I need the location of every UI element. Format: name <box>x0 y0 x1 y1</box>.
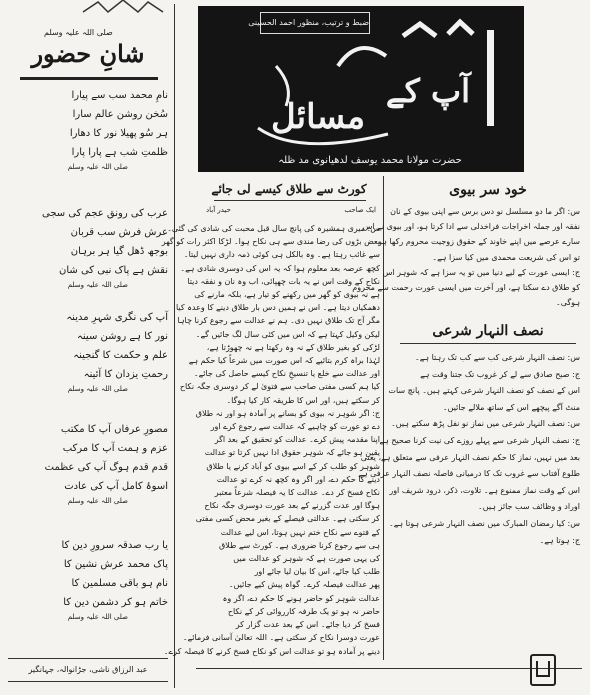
header-title-line1: آپ کے <box>385 72 471 110</box>
article-line: یقین ہو جائے کہ شوہر حقوق ادا نہیں کرتا تو عدالت <box>204 448 380 458</box>
poem-line: بوجھ ڈھل گیا ہر برہان <box>70 246 168 257</box>
article-line: بعد میں نہیں، نماز کا حکم نصف النہار عرفی سے متعلق ہے، یعنی <box>360 452 580 462</box>
ornament-icon <box>78 0 168 14</box>
heading-underline <box>400 343 576 344</box>
publication-logo-icon <box>530 654 556 686</box>
article-body <box>161 222 380 658</box>
article-line: طلوع آفتاب سے غروب تک کا درمیانی فاصلہ نصف النہار عرفی ہے <box>358 469 580 479</box>
poem-line: آپ کی نگری شہرِ مدینہ <box>66 312 168 323</box>
article-line: ج: اگر شوہر نہ بیوی کو بسانے پر آمادہ ہو اور نہ طلاق <box>195 408 380 418</box>
header-byline: ضبط و ترتیب، منظور احمد الحسینی <box>260 12 370 34</box>
article-line: ج: ہوتا ہے۔ <box>539 535 580 545</box>
article-line: لہٰذا براہ کرم بتائیے کہ اس صورت میں شرعاً کیا حکم ہے <box>188 356 380 366</box>
article-line: فسخ کر دیا جائے۔ اس کے بعد عدت گزار کر <box>235 620 380 630</box>
article-line: طلب کیا جائے، اس کا بیان لیا جائے اور <box>254 567 380 577</box>
article-line: ج: نصف النہار شرعی سے پہلے روزے کی نیت کرنا صحیح ہے <box>379 435 580 445</box>
poem-stanza <box>10 86 168 172</box>
article-line: لیکن وکیل کہتا ہے کہ اس میں کئی سال لگ جائیں گے۔ <box>195 329 380 339</box>
poem-title: شانِ حضور <box>31 39 145 68</box>
page-bottom-rule <box>196 668 582 669</box>
article-line: کر سکتے ہیں، اور اس کا طریقہ کار کیا ہوگا۔ <box>226 395 380 405</box>
poem-line: نور کا ہے روشن سینہ <box>77 331 168 342</box>
article-line: ج: ایسی عورت کے لیے دنیا میں تو یہ سزا ہے کہ شوہر اس <box>382 267 580 277</box>
article-line: سے غائب رہتا ہے۔ وہ بالکل ہی کوئی ذمہ داری نہیں لیتا۔ <box>183 250 380 260</box>
article-line: شوہر کو طلب کر کے اسے بیوی کو آباد کرنے یا طلاق <box>206 461 380 471</box>
article-line: تو اس کی شریعت محمدی میں کیا سزا ہے۔ <box>432 252 580 262</box>
poem-line: اسوۂ کامل آپ کی عادت <box>64 481 168 492</box>
article-line: نکاح کے وقت اس نے یہ بات چھپائی، اب وہ نان و نفقہ دیتا <box>187 276 380 286</box>
column-header-banner <box>198 6 524 172</box>
article-line: س: اگر ما دو مسلسل نو دس برس سے اپنی بیوی کے نان <box>390 207 580 216</box>
article-heading: نصف النہار شرعی <box>432 323 544 339</box>
article-line: کے فتوے سے نکاح ختم نہیں ہوتا، اس لیے عدالت <box>220 527 380 537</box>
article-line: دینے کا حکم دے، اور اگر وہ کچھ نہ کرے تو عدالت <box>216 474 380 484</box>
poem-line: رحمتِ یزدان کا آئینہ <box>83 369 168 380</box>
article-line: عورت دوسرا نکاح کر سکتی ہے۔ اللہ تعالیٰ آسانی فرمائے۔ <box>182 633 380 643</box>
article-line: کچھ عرصہ بعد معلوم ہوا کہ یہ اس کی دوسری شادی ہے۔ <box>180 263 380 273</box>
poem-line: قدم قدم ہوگ آپ کی عظمت <box>44 462 168 473</box>
article-line: س: نصف النہار شرعی کب سے کب تک رہتا ہے۔ <box>415 353 580 362</box>
article-line: نفقہ اور جملہ اخراجات فراخدلی سے ادا کرتا ہو، اور بیوی نے اس <box>362 222 580 232</box>
poem-line: نقش ہے پاک نبی کی شان <box>59 265 168 276</box>
poem-salutation: صلی اللہ علیہ وسلم <box>67 385 128 393</box>
article-line: لڑکی کو بغیر طلاق کے نہ وہ رکھتا ہے نہ چھوڑتا ہے، <box>206 342 380 352</box>
poem-line: نام ہو باقی مسلمین کا <box>71 578 168 589</box>
poem-line: عزم و ہمت آپ کا مرکب <box>62 443 168 454</box>
article-line: دے تو عورت کو چاہیے کہ عدالت سے رجوع کرے اور <box>210 422 380 432</box>
article-line: اور عدالت سے خلع یا تنسیخِ نکاح کیسے حاصل کی جائے۔ <box>193 369 380 379</box>
article-line: س: کیا رمضان المبارک میں نصف النہار شرعی ہوتا ہے۔ <box>389 518 580 528</box>
poem-stanza <box>10 308 168 394</box>
article-line: مگر آج تک طلاق نہیں دی۔ ہم نے عدالت سے رجوع کرنا چاہا <box>177 316 380 326</box>
article-line: اپنا مقدمہ پیش کرے۔ عدالت کو تحقیق کے بعد اگر <box>214 435 380 445</box>
poem-line: پاک محمد عرش نشین کا <box>63 559 168 570</box>
poem-line: عرب کی رونق عجم کی سجی <box>41 208 168 219</box>
article-heading: کورٹ سے طلاق کیسے لی جائے <box>211 182 367 196</box>
article-line: ہوگی۔ <box>556 298 580 308</box>
poem-salutation: صلی اللہ علیہ وسلم <box>67 613 128 621</box>
article-line: ج: صبح صادق سے لے کر غروب تک جتنا وقت ہے <box>420 369 580 379</box>
article-line: کو طلاق دے سکتا ہے، اور آخرت میں ایسی عورت رحمت سے محروم <box>352 283 580 293</box>
article-line: اوراد و وظائف سب جائز ہیں۔ <box>478 502 580 512</box>
article-body <box>358 350 580 549</box>
poem-title-underline <box>20 77 158 80</box>
poem-line: عرش فرش سب قربان <box>70 227 168 238</box>
poem-line: یا رب صدقہ سرورِ دین کا <box>61 540 168 551</box>
poem-salutation: صلی اللہ علیہ وسلم <box>67 163 128 171</box>
poem-line: نامِ محمد سب سے پیارا <box>71 90 168 101</box>
poem-column <box>6 4 175 688</box>
article-line: اس کے وقت نماز ممنوع ہے۔ تلاوت، ذکر، درود شریف اور <box>389 485 580 495</box>
poem-title-honorific: صلی اللہ علیہ وسلم <box>44 28 113 37</box>
header-author: حضرت مولانا محمد یوسف لدھیانوی مد ظلہ <box>278 155 462 166</box>
article-line: س: میری ہمشیرہ کی پانچ سال قبل محبت کی شادی کی گئی۔ <box>167 224 380 233</box>
poem-line: علم و حکمت کا گنجینہ <box>73 350 168 361</box>
article-line: ہے نہ بیوی کو گھر میں رکھنے کو تیار ہے، بلکہ مارنے کی <box>194 290 380 300</box>
poem-author-footer: عبد الرزاق ناشی، جڑانوالہ، جہانگیر <box>8 658 168 682</box>
poem-line: مصورِ عرفاں آپ کا مکتب <box>60 424 168 435</box>
poem-salutation: صلی اللہ علیہ وسلم <box>67 281 128 289</box>
poem-stanza <box>10 204 168 290</box>
article-line: کیا ہم کسی مفتی صاحب سے فتویٰ لے کر دوسری جگہ نکاح <box>179 382 380 392</box>
article-line: سارے عرصے میں اپنے خاوند کے حقوق زوجیت محروم رکھا ہو <box>378 237 580 247</box>
letter-sender: ایک صاحب <box>344 206 376 214</box>
poem-salutation: صلی اللہ علیہ وسلم <box>67 497 128 505</box>
header-title-line2: مسائل <box>270 97 366 137</box>
article-line: اس کے نصف کو نصف النہار شرعی کہتے ہیں۔ پانچ سات <box>388 386 580 396</box>
article-line: نکاح فسخ کر دے۔ عدالت کا یہ فیصلہ شرعاً معتبر <box>214 488 380 498</box>
article-line: ہوگا اور عدت گزرنے کے بعد عورت دوسری جگہ نکاح <box>204 501 380 511</box>
article-line: بعض بڑوں کی رضا مندی سے ہی نکاح ہوا۔ لڑکا اکثر رات کو گھر <box>161 237 380 247</box>
article-line: منٹ آگے پیچھے اس کے ساتھ ملالے جائیں۔ <box>442 402 580 412</box>
poem-stanza <box>10 536 168 622</box>
poem-line: خاتم ہو کر دشمن دین کا <box>63 597 168 608</box>
article-line: پھر عدالت فیصلہ کرے۔ گواہ پیش کیے جائیں۔ <box>228 580 380 590</box>
article-line: س: نصف النہار شرعی میں نماز نو نفل پڑھ سکتے ہیں۔ <box>391 419 580 429</box>
article-heading: خود سر بیوی <box>449 182 527 198</box>
article-line: ہی سے رجوع کرنا ضروری ہے۔ کورٹ سے طلاق <box>218 540 380 550</box>
poem-line: ظلمتِ شب ہے پارا پارا <box>71 147 168 158</box>
article-line: دینے پر آمادہ ہو تو عدالت اس کو نکاح فسخ کرنے کا فیصلہ کرے۔ <box>163 646 380 656</box>
article-line: عدالت شوہر کو حاضر ہونے کا حکم دے، اگر وہ <box>222 593 380 603</box>
heading-underline <box>214 200 366 201</box>
letter-city: حیدر آباد <box>206 206 231 214</box>
poem-stanza <box>10 420 168 506</box>
article-line: حاضر نہ ہو تو یک طرفہ کارروائی کر کے نکاح <box>227 606 380 616</box>
poem-line: ہر سُو پھیلا نور کا دھارا <box>69 128 168 139</box>
article-line: کی یہی صورت ہے کہ شوہر کو عدالت میں <box>233 554 380 564</box>
article-line: دھمکیاں دیتا ہے۔ اس نے ہمیں دس بار طلاق دینے کا وعدہ کیا <box>175 303 380 313</box>
poem-line: سُخن روشن عالم سارا <box>72 109 168 120</box>
article-line: کر سکتی ہے۔ عدالتی فیصلے کے بغیر محض کسی مفتی <box>195 514 380 524</box>
